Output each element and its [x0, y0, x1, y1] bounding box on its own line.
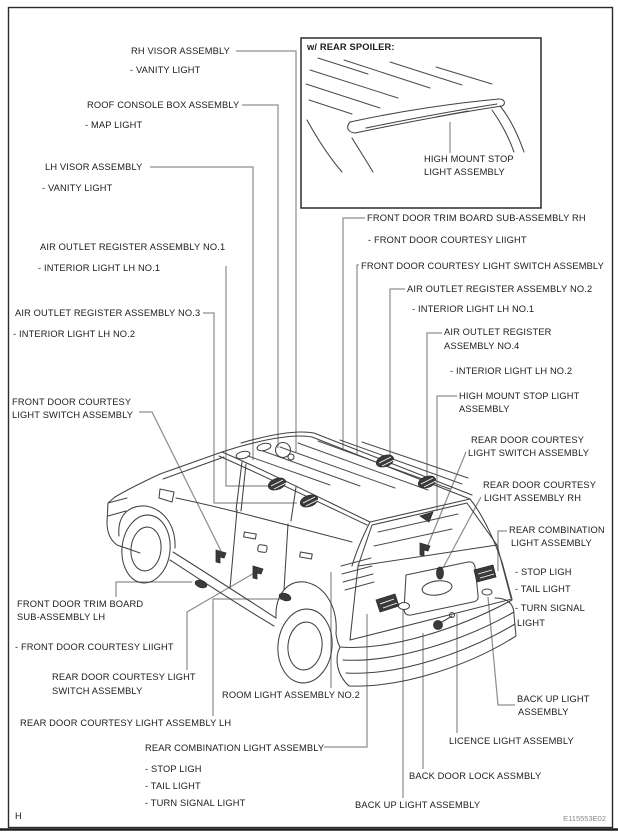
- label-air-outlet-no3: AIR OUTLET REGISTER ASSEMBLY NO.3: [15, 308, 201, 318]
- rear-combination-light-rh-marker: [474, 565, 496, 582]
- rear-door-courtesy-light-lh-marker: [278, 592, 292, 602]
- front-door-courtesy-light-marker: [194, 579, 208, 589]
- leader-air-outlet-1: [226, 266, 271, 486]
- label-front-door-trim-rh-sub: - FRONT DOOR COURTESY LIIGHT: [368, 235, 527, 245]
- air-outlet-no1-marker: [267, 476, 288, 492]
- label-backup-rh-line2: ASSEMBLY: [518, 707, 569, 717]
- label-air-outlet-no4-line1: AIR OUTLET REGISTER: [444, 327, 552, 337]
- label-rear-combo-rh-tail: - TAIL LIGHT: [515, 584, 571, 594]
- front-door-courtesy-switch-marker: [216, 550, 226, 563]
- leader-rear-door-switch-lh: [187, 572, 256, 670]
- label-front-door-trim-lh-line1: FRONT DOOR TRIM BOARD: [17, 599, 144, 609]
- leader-front-door-switch-lh: [139, 412, 221, 551]
- inset-high-mount-line2: LIGHT ASSEMBLY: [424, 167, 505, 177]
- inset-high-mount-line1: HIGH MOUNT STOP: [424, 154, 514, 164]
- label-air-outlet-no4-line2: ASSEMBLY NO.4: [444, 341, 520, 351]
- label-front-door-switch-rh: FRONT DOOR COURTESY LIGHT SWITCH ASSEMBLY: [361, 261, 604, 271]
- label-high-mount-line2: ASSEMBLY: [459, 404, 510, 414]
- label-rear-door-switch-rh-line1: REAR DOOR COURTESY: [471, 435, 585, 445]
- label-air-outlet-no2: AIR OUTLET REGISTER ASSEMBLY NO.2: [407, 284, 593, 294]
- backup-light-rh-marker: [482, 589, 492, 595]
- label-rear-door-switch-lh-line1: REAR DOOR COURTESY LIGHT: [52, 672, 196, 682]
- front-wheel: [119, 506, 175, 585]
- leader-air-outlet-2: [390, 289, 405, 456]
- label-front-door-trim-lh-sub: - FRONT DOOR COURTESY LIIGHT: [15, 642, 174, 652]
- leader-front-door-switch-rh: [357, 265, 359, 455]
- label-front-door-trim-rh: FRONT DOOR TRIM BOARD SUB-ASSEMBLY RH: [367, 213, 586, 223]
- label-rear-combo-rh-stop: - STOP LIGH: [515, 567, 572, 577]
- label-rear-door-switch-lh-line2: SWITCH ASSEMBLY: [52, 686, 143, 696]
- label-rear-combo-rh-line2: LIGHT ASSEMBLY: [511, 538, 592, 548]
- leader-front-door-trim-lh: [116, 582, 192, 597]
- leader-front-door-trim-rh: [343, 218, 365, 450]
- rear-door-handle: [300, 552, 313, 559]
- leader-high-mount: [437, 396, 457, 511]
- label-air-outlet-no2-sub: - INTERIOR LIGHT LH NO.1: [412, 304, 535, 314]
- footer-page-mark: H: [15, 811, 22, 821]
- label-air-outlet-no3-sub: - INTERIOR LIGHT LH NO.2: [13, 329, 136, 339]
- front-door-handle: [244, 532, 257, 539]
- label-rh-visor-vanity-light: - VANITY LIGHT: [130, 65, 201, 75]
- label-front-door-trim-lh-line2: SUB-ASSEMBLY LH: [17, 612, 106, 622]
- label-back-door-lock: BACK DOOR LOCK ASSMBLY: [409, 771, 542, 781]
- rear-combination-light-lh-marker: [376, 594, 399, 612]
- label-air-outlet-no1-sub: - INTERIOR LIGHT LH NO.1: [38, 263, 161, 273]
- rear-door-courtesy-light-rh-marker: [437, 567, 444, 579]
- label-rear-door-switch-rh-line2: LIGHT SWITCH ASSEMBLY: [468, 448, 590, 458]
- air-outlet-no4-marker: [417, 474, 438, 490]
- label-backup-lh: BACK UP LIGHT ASSEMBLY: [355, 800, 481, 810]
- side-mirror: [159, 489, 174, 502]
- label-lh-visor-vanity-light: - VANITY LIGHT: [42, 183, 113, 193]
- label-rear-door-light-lh: REAR DOOR COURTESY LIGHT ASSEMBLY LH: [20, 718, 232, 728]
- label-licence-light: LICENCE LIGHT ASSEMBLY: [449, 736, 574, 746]
- leader-rh-visor: [236, 51, 296, 452]
- leader-air-outlet-3: [203, 313, 297, 503]
- label-rear-combo-rh-turn-line1: - TURN SIGNAL: [515, 603, 585, 613]
- label-air-outlet-no4-sub: - INTERIOR LIGHT LH NO.2: [450, 366, 573, 376]
- label-roof-console-box: ROOF CONSOLE BOX ASSEMBLY: [87, 100, 240, 110]
- licence-garnish: [421, 579, 453, 597]
- label-rear-combo-lh-tail: - TAIL LIGHT: [145, 781, 201, 791]
- backup-light-lh-marker: [399, 603, 410, 610]
- air-outlet-no2-marker: [375, 453, 396, 469]
- figure-code: E115553E02: [563, 814, 606, 823]
- label-rear-door-light-rh-line1: REAR DOOR COURTESY: [483, 480, 597, 490]
- label-rear-combo-lh-stop: - STOP LIGH: [145, 764, 202, 774]
- fuel-lid: [257, 544, 267, 552]
- rear-door-courtesy-switch-lh-marker: [253, 566, 263, 579]
- leader-roof-console: [242, 105, 278, 448]
- label-front-door-switch-lh-line2: LIGHT SWITCH ASSEMBLY: [12, 410, 134, 420]
- inset-title: w/ REAR SPOILER:: [307, 42, 395, 52]
- label-rear-combo-rh-turn-line2: LIGHT: [517, 618, 546, 628]
- label-backup-rh-line1: BACK UP LIGHT: [517, 694, 590, 704]
- label-rh-visor-assembly: RH VISOR ASSEMBLY: [131, 46, 230, 56]
- label-lh-visor-assembly: LH VISOR ASSEMBLY: [45, 162, 143, 172]
- inset-spoiler-illustration: [301, 38, 541, 208]
- label-rear-combo-lh: REAR COMBINATION LIGHT ASSEMBLY: [145, 743, 325, 753]
- air-outlet-no3-marker: [299, 493, 320, 509]
- label-rear-door-light-rh-line2: LIGHT ASSEMBLY RH: [484, 493, 582, 503]
- label-map-light: - MAP LIGHT: [85, 120, 143, 130]
- label-front-door-switch-lh-line1: FRONT DOOR COURTESY: [12, 397, 132, 407]
- label-air-outlet-no1: AIR OUTLET REGISTER ASSEMBLY NO.1: [40, 242, 226, 252]
- label-rear-combo-lh-turn: - TURN SIGNAL LIGHT: [145, 798, 246, 808]
- leader-air-outlet-4: [427, 333, 442, 476]
- label-room-light-no2: ROOM LIGHT ASSEMBLY NO.2: [222, 690, 360, 700]
- label-rear-combo-rh-line1: REAR COMBINATION: [509, 525, 605, 535]
- label-high-mount-line1: HIGH MOUNT STOP LIGHT: [459, 391, 580, 401]
